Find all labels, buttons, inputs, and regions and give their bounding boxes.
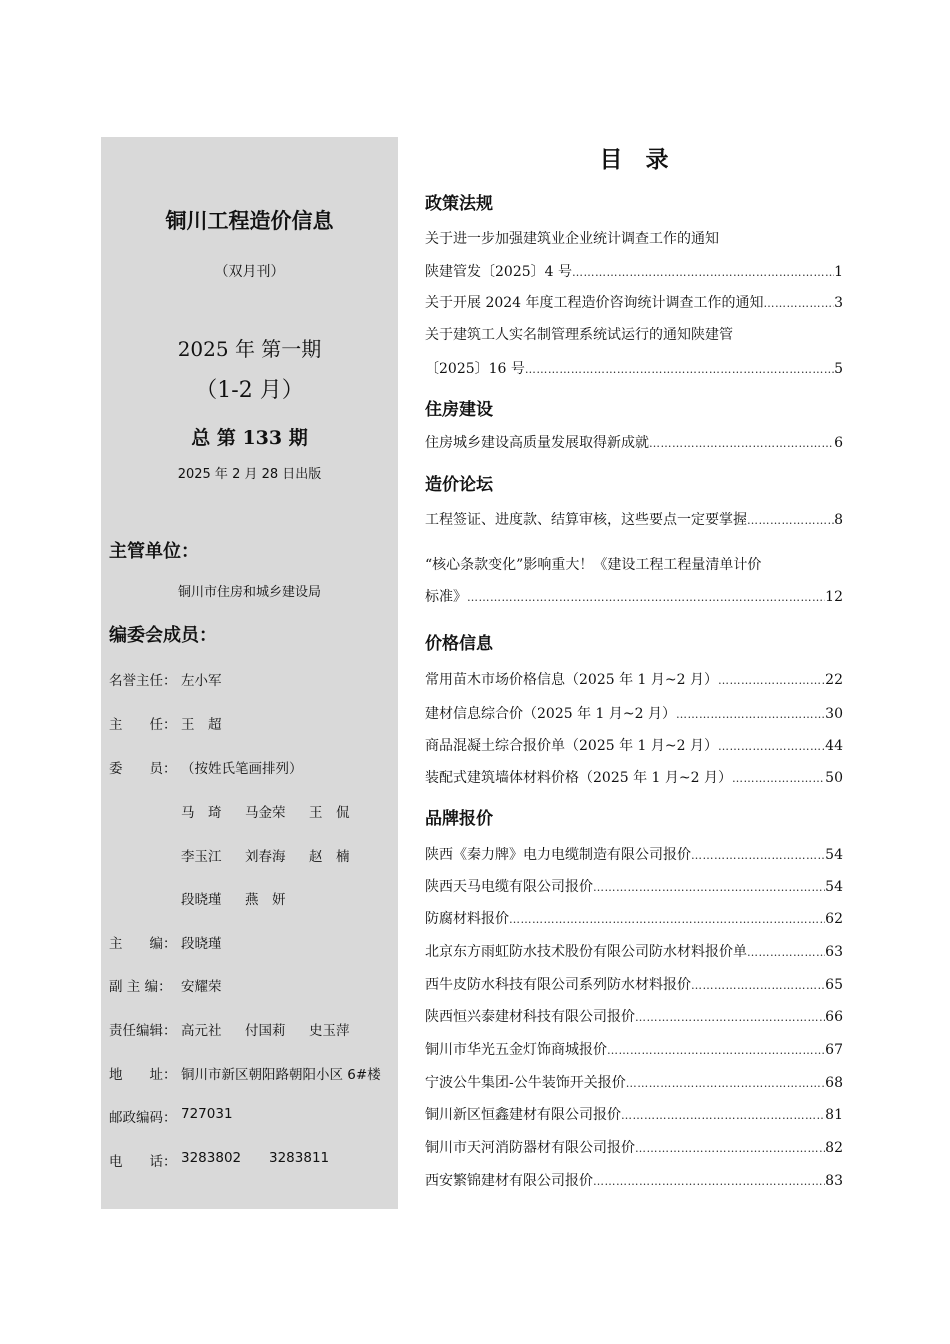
row-value: 727031: [181, 1106, 233, 1122]
toc-entry-title[interactable]: 关于建筑工人实名制管理系统试运行的通知陕建管: [425, 327, 733, 343]
dot-leader: [649, 437, 834, 450]
issue-months: （1-2 月）: [195, 378, 304, 403]
toc-entry-page: 1: [834, 264, 843, 280]
toc-entry-title: 关于开展 2024 年度工程造价咨询统计调查工作的通知: [425, 295, 764, 311]
toc-entry-title[interactable]: 关于进一步加强建筑业企业统计调查工作的通知: [425, 231, 719, 247]
dot-leader: [747, 946, 825, 959]
dot-leader: [607, 1044, 825, 1057]
toc-entry-title: 工程签证、进度款、结算审核，这些要点一定要掌握: [425, 512, 747, 528]
toc-entry-title[interactable]: “核心条款变化”影响重大！《建设工程工程量清单计价: [425, 557, 762, 573]
toc-entry-page: 44: [825, 738, 843, 754]
toc-entry[interactable]: [425, 358, 843, 380]
toc-entry-title: 〔2025〕16 号: [425, 361, 525, 377]
toc-entry-page: 50: [825, 770, 843, 786]
row-value: 付国莉: [245, 1023, 286, 1039]
toc-entry-page: 5: [834, 361, 843, 377]
row-label: 主 任：: [109, 717, 177, 733]
dot-leader: [467, 591, 825, 604]
toc-entry-page: 54: [825, 847, 843, 863]
row-value: （按姓氏笔画排列）: [181, 761, 303, 777]
responsible-editor-row: [109, 1019, 389, 1039]
row-label: 电 话：: [109, 1154, 177, 1170]
dot-leader: [691, 979, 825, 992]
row-value: 史玉萍: [309, 1023, 350, 1039]
dot-leader: [676, 708, 825, 721]
toc-entry[interactable]: [425, 1170, 843, 1192]
table-of-contents: [425, 137, 843, 1197]
member-name: 马金荣: [245, 805, 286, 821]
row-label: 责任编辑：: [109, 1023, 177, 1039]
dot-leader: [593, 1175, 825, 1188]
toc-entry[interactable]: [425, 586, 843, 608]
row-label: 名誉主任：: [109, 673, 177, 689]
publication-date: 2025 年 2 月 28 日出版: [177, 467, 322, 482]
toc-entry-title: 陕西天马电缆有限公司报价: [425, 879, 593, 895]
toc-entry[interactable]: [425, 974, 843, 996]
dot-leader: [747, 514, 834, 527]
toc-entry[interactable]: [425, 908, 843, 930]
dot-leader: [732, 772, 825, 785]
toc-entry[interactable]: [425, 1039, 843, 1061]
row-label: 邮政编码：: [109, 1110, 177, 1126]
toc-entry[interactable]: [425, 432, 843, 454]
toc-entry-title: 装配式建筑墙体材料价格（2025 年 1 月~2 月）: [425, 770, 732, 786]
toc-entry[interactable]: [425, 767, 843, 789]
toc-entry-page: 82: [825, 1140, 843, 1156]
issue-number: 2025 年 第一期: [177, 337, 322, 361]
toc-entry-page: 83: [825, 1173, 843, 1189]
toc-entry-title: 铜川市天河消防器材有限公司报价: [425, 1140, 635, 1156]
member-name: 刘春海: [245, 849, 286, 865]
dot-leader: [691, 849, 825, 862]
masthead-panel: [101, 137, 398, 1209]
magazine-frequency: （双月刊）: [214, 264, 285, 280]
toc-entry-title: 铜川市华光五金灯饰商城报价: [425, 1042, 607, 1058]
toc-entry-page: 65: [825, 977, 843, 993]
toc-entry[interactable]: [425, 1104, 843, 1126]
dot-leader: [509, 913, 825, 926]
toc-category-forum: 造价论坛: [425, 475, 493, 495]
toc-entry[interactable]: [425, 1006, 843, 1028]
toc-entry[interactable]: [425, 261, 843, 283]
toc-entry-page: 62: [825, 911, 843, 927]
toc-entry[interactable]: [425, 735, 843, 757]
toc-entry-title: 西安繁锦建材有限公司报价: [425, 1173, 593, 1189]
member-name: 赵 楠: [309, 849, 350, 865]
toc-entry[interactable]: [425, 844, 843, 866]
toc-entry-page: 3: [834, 295, 843, 311]
member-name: 王 侃: [309, 805, 350, 821]
toc-entry-title: 陕西《秦力牌》电力电缆制造有限公司报价: [425, 847, 691, 863]
row-value: 3283802: [181, 1150, 242, 1166]
row-value: 王 超: [181, 717, 222, 733]
dot-leader: [718, 740, 825, 753]
toc-entry-page: 6: [834, 435, 843, 451]
toc-entry[interactable]: [425, 292, 843, 314]
toc-category-policy: 政策法规: [425, 194, 493, 214]
toc-entry[interactable]: [425, 669, 843, 691]
toc-entry-page: 54: [825, 879, 843, 895]
toc-entry-title: 标准》: [425, 589, 467, 605]
row-label: 主 编：: [109, 936, 177, 952]
dot-leader: [626, 1077, 825, 1090]
row-value: 安耀荣: [181, 979, 222, 995]
row-label: 副 主 编：: [109, 979, 172, 995]
toc-entry-title: 商品混凝土综合报价单（2025 年 1 月~2 月）: [425, 738, 718, 754]
dot-leader: [572, 266, 834, 279]
toc-entry-page: 68: [825, 1075, 843, 1091]
toc-category-brand: 品牌报价: [425, 809, 493, 829]
toc-category-housing: 住房建设: [425, 400, 493, 420]
toc-entry-title: 建材信息综合价（2025 年 1 月~2 月）: [425, 706, 676, 722]
toc-entry-page: 22: [825, 672, 843, 688]
toc-entry-page: 30: [825, 706, 843, 722]
row-value: 左小军: [181, 673, 222, 689]
toc-entry-page: 8: [834, 512, 843, 528]
toc-entry-page: 81: [825, 1107, 843, 1123]
toc-category-price: 价格信息: [425, 634, 493, 654]
host-unit: 铜川市住房和城乡建设局: [177, 585, 321, 600]
dot-leader: [635, 1142, 825, 1155]
toc-entry-title: 宁波公牛集团-公牛装饰开关报价: [425, 1075, 626, 1091]
toc-entry-title: 陕西恒兴泰建材科技有限公司报价: [425, 1009, 635, 1025]
dot-leader: [525, 363, 834, 376]
toc-entry[interactable]: [425, 941, 843, 963]
toc-entry-page: 66: [825, 1009, 843, 1025]
row-value: 铜川市新区朝阳路朝阳小区 6#楼: [181, 1067, 381, 1083]
row-label: 委 员：: [109, 761, 177, 777]
toc-entry-page: 63: [825, 944, 843, 960]
dot-leader: [718, 674, 825, 687]
phone-row: [109, 1150, 389, 1170]
address-row: [109, 1063, 394, 1083]
members-list-row-1: [109, 801, 389, 821]
toc-entry-page: 12: [825, 589, 843, 605]
toc-entry[interactable]: [425, 876, 843, 898]
row-value: 高元社: [181, 1023, 222, 1039]
magazine-title: 铜川工程造价信息: [165, 209, 334, 233]
toc-entry-title: 住房城乡建设高质量发展取得新成就: [425, 435, 649, 451]
dot-leader: [593, 881, 825, 894]
member-name: 马 琦: [181, 805, 222, 821]
member-name: 李玉江: [181, 849, 222, 865]
toc-entry[interactable]: [425, 1072, 843, 1094]
row-label: 地 址：: [109, 1067, 177, 1083]
toc-title: 目 录: [599, 147, 669, 173]
toc-entry-title: 常用苗木市场价格信息（2025 年 1 月~2 月）: [425, 672, 718, 688]
host-heading: 主管单位：: [109, 541, 199, 562]
issue-total: 总 第 133 期: [191, 427, 308, 449]
dot-leader: [635, 1011, 825, 1024]
toc-entry-title: 西牛皮防水科技有限公司系列防水材料报价: [425, 977, 691, 993]
dot-leader: [764, 297, 835, 310]
committee-heading: 编委会成员：: [109, 625, 217, 646]
toc-entry-title: 防腐材料报价: [425, 911, 509, 927]
members-list-row-2: [109, 845, 389, 865]
toc-entry-title: 北京东方雨虹防水技术股份有限公司防水材料报价单: [425, 944, 747, 960]
members-list-row-3: [109, 888, 389, 908]
member-name: 燕 妍: [245, 892, 286, 908]
dot-leader: [621, 1109, 825, 1122]
toc-entry-title: 陕建管发〔2025〕4 号: [425, 264, 572, 280]
row-value: 段晓瑾: [181, 936, 222, 952]
toc-entry[interactable]: [425, 703, 843, 725]
row-value: 3283811: [269, 1150, 330, 1166]
toc-entry-title: 铜川新区恒鑫建材有限公司报价: [425, 1107, 621, 1123]
member-name: 段晓瑾: [181, 892, 222, 908]
toc-entry-page: 67: [825, 1042, 843, 1058]
toc-entry[interactable]: [425, 509, 843, 531]
toc-entry[interactable]: [425, 1137, 843, 1159]
